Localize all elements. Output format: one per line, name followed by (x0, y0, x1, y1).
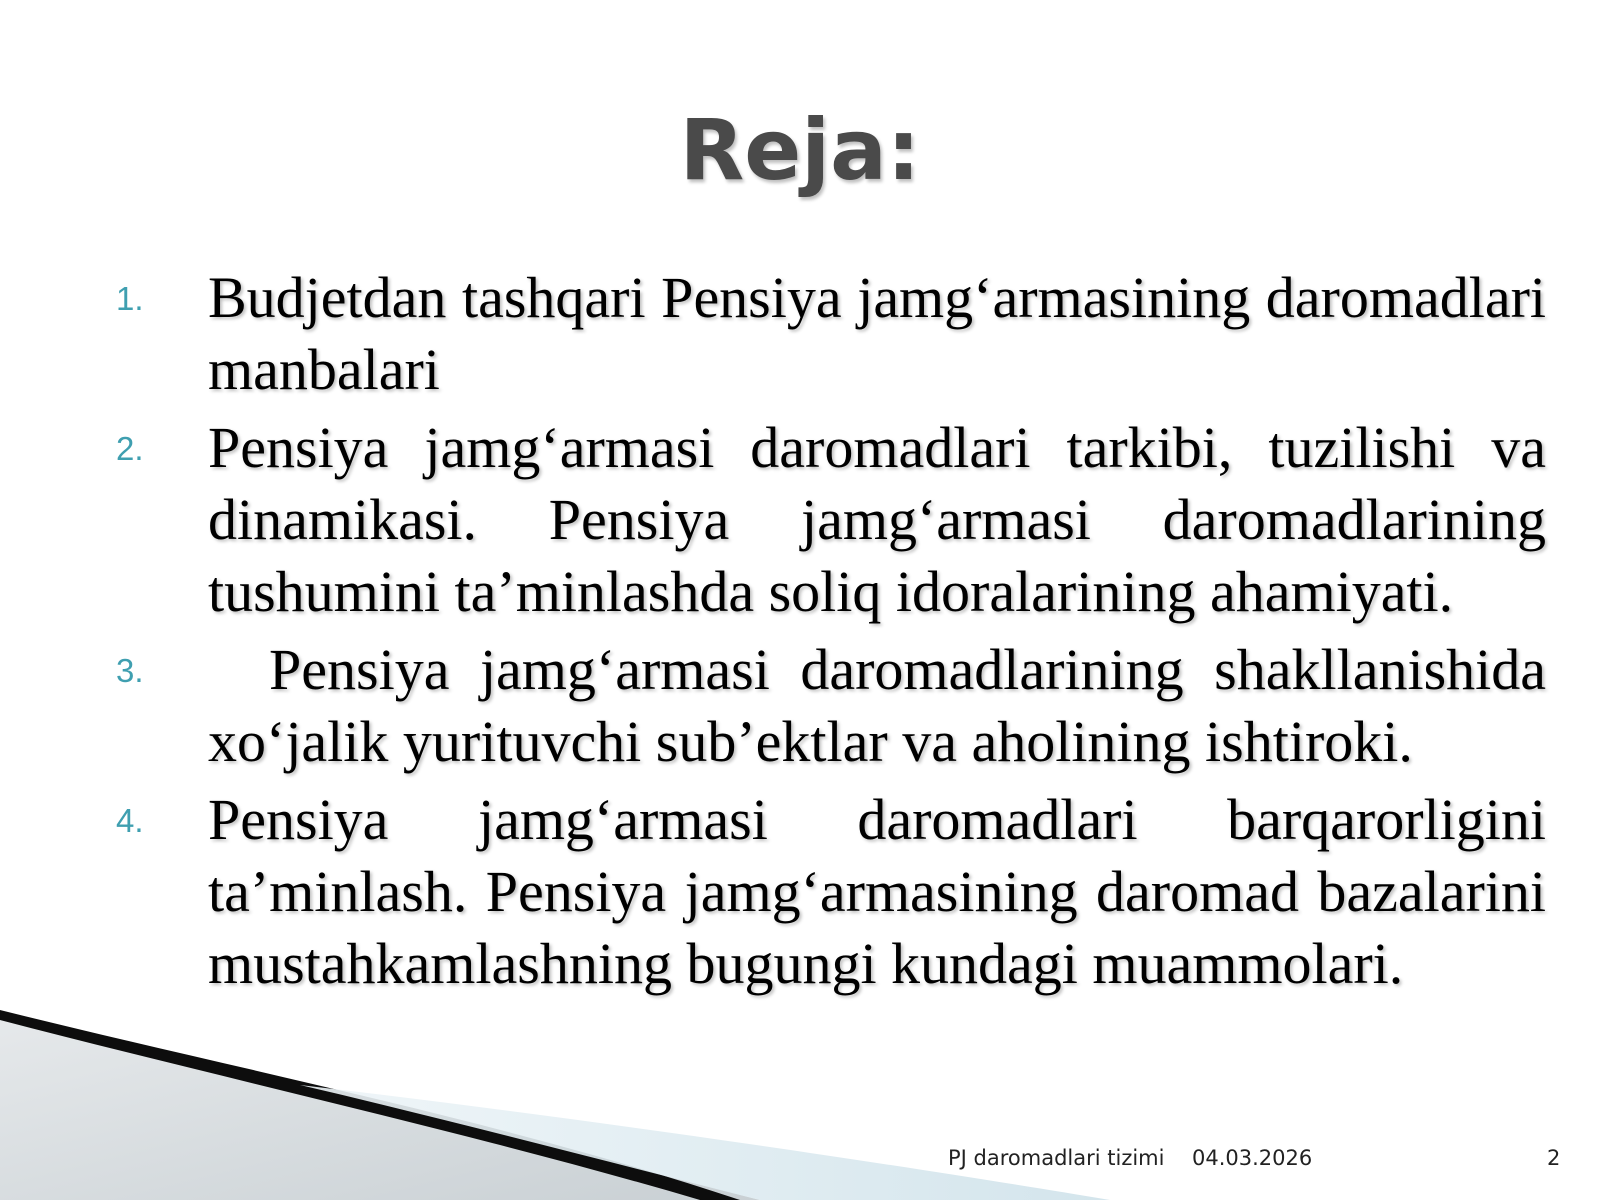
list-item-text: Budjetdan tashqari Pensiya jamg‘armasining daromadlari manbalari (208, 265, 1546, 402)
list-item-number: 4. (116, 802, 144, 839)
footer-date: 04.03.2026 (1192, 1146, 1313, 1170)
list-item (0, 784, 1600, 1000)
list-item (0, 262, 1600, 406)
plan-list (0, 262, 1600, 1006)
list-item (0, 412, 1600, 628)
slide-title: Reja: (679, 101, 921, 199)
list-item-text: Pensiya jamg‘armasi daromadlari tarkibi, tuzilishi va dinamikasi. Pensiya jamg‘armasi daromadlarining tushumini ta’minlashda soliq idoralarining ahamiyati. (208, 415, 1546, 624)
list-item (0, 634, 1600, 778)
page-number: 2 (1547, 1146, 1561, 1170)
footer-title: PJ daromadlari tizimi (948, 1146, 1165, 1170)
list-item-number: 3. (116, 652, 144, 689)
list-item-number: 1. (116, 280, 144, 317)
list-item-text: Pensiya jamg‘armasi daromadlari barqarorligini ta’minlash. Pensiya jamg‘armasining daromad bazalarini mustahkamlashning bugungi kundagi muammolari. (208, 787, 1546, 996)
list-item-text: Pensiya jamg‘armasi daromadlarining shakllanishida xo‘jalik yurituvchi sub’ektlar va aholining ishtiroki. (208, 637, 1546, 774)
list-item-number: 2. (116, 430, 144, 467)
